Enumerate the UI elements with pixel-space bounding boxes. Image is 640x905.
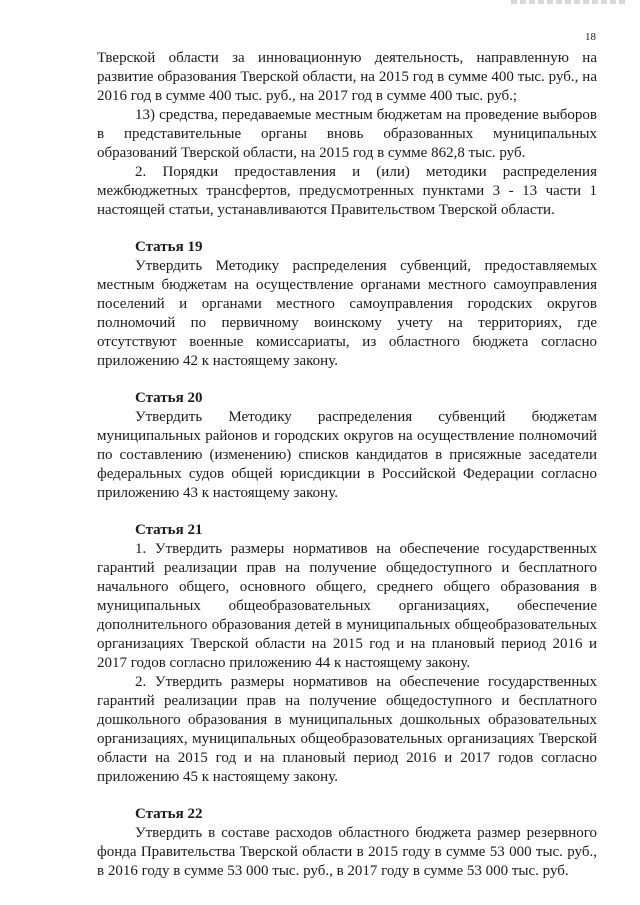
document-body (97, 49, 597, 881)
article-paragraph: 1. Утвердить размеры нормативов на обеспечение государственных гарантий реализации прав на получение общедоступного и бесплатного начального общего, основного общего, среднего общего образования в муниципальных общеобразовательных организациях, обеспечение дополнительного образования детей в муниципальных общеобразовательных организациях Тверской области на 2015 год и на плановый период 2016 и 2017 годов согласно приложению 44 к настоящему закону. (97, 541, 597, 671)
article-paragraph: 2. Утвердить размеры нормативов на обеспечение государственных гарантий реализации прав на получение общедоступного и бесплатного дошкольного образования в муниципальных дошкольных образовательных организациях, муниципальных общеобразовательных организациях Тверской области на 2015 год и на плановый период 2016 и 2017 годов согласно приложению 45 к настоящему закону. (97, 674, 597, 785)
scan-edge-mark (511, 0, 626, 4)
intro-paragraph: 2. Порядки предоставления и (или) методики распределения межбюджетных трансфертов, предусмотренных пунктами 3 - 13 части 1 настоящей статьи, устанавливаются Правительством Тверской области. (97, 164, 597, 218)
article-title: Статья 21 (135, 522, 203, 538)
article-title: Статья 22 (135, 806, 203, 822)
article-22 (97, 805, 597, 881)
article-paragraph: Утвердить Методику распределения субвенций, предоставляемых местным бюджетам на осуществление органами местного самоуправления поселений и органами местного самоуправления городских округов полномочий по первичному воинскому учету на территориях, где отсутствуют военные комиссариаты, из областного бюджета согласно приложению 42 к настоящему закону. (97, 258, 597, 369)
article-title: Статья 20 (135, 390, 203, 406)
page-number: 18 (585, 31, 596, 43)
article-paragraph: Утвердить Методику распределения субвенций бюджетам муниципальных районов и городских округов на осуществление полномочий по составлению (изменению) списков кандидатов в присяжные заседатели федеральных судов общей юрисдикции в Российской Федерации согласно приложению 43 к настоящему закону. (97, 409, 597, 501)
intro-paragraph: Тверской области за инновационную деятельность, направленную на развитие образования Тверской области, на 2015 год в сумме 400 тыс. руб., на 2016 год в сумме 400 тыс. руб., на 2017 год в сумме 400 тыс. руб.; (97, 50, 597, 104)
intro-paragraph: 13) средства, передаваемые местным бюджетам на проведение выборов в представительные органы вновь образованных муниципальных образований Тверской области, на 2015 год в сумме 862,8 тыс. руб. (97, 107, 597, 161)
article-title: Статья 19 (135, 239, 203, 255)
article-paragraph: Утвердить в составе расходов областного бюджета размер резервного фонда Правительства Тверской области в 2015 году в сумме 53 000 тыс. руб., в 2016 году в сумме 53 000 тыс. руб., в 2017 году в сумме 53 000 тыс. руб. (97, 825, 597, 879)
article-19 (97, 238, 597, 371)
article-20 (97, 389, 597, 503)
article-21 (97, 521, 597, 787)
